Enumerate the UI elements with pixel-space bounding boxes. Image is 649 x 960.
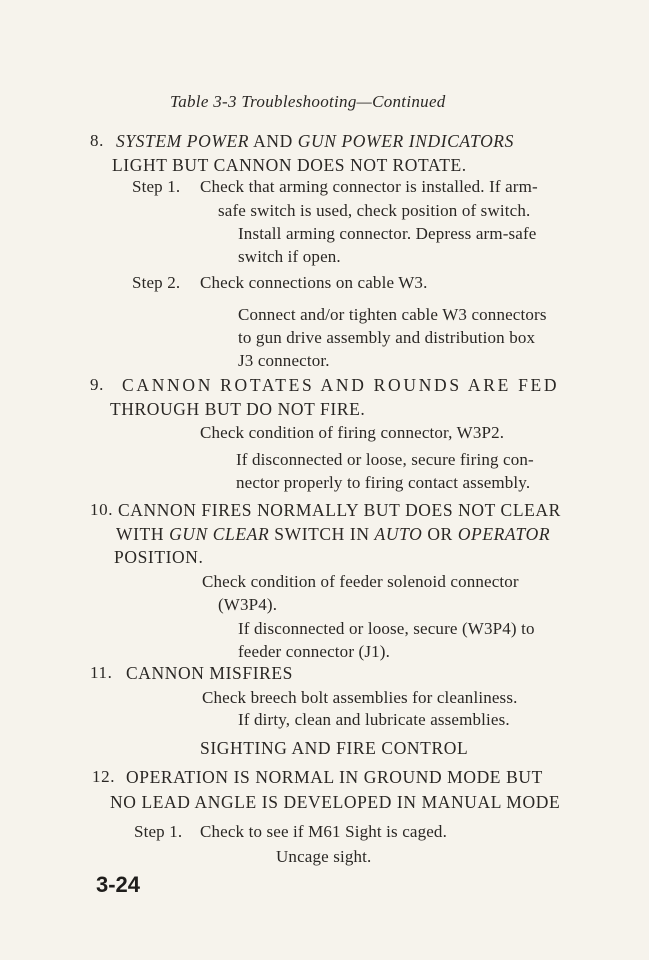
action-text: to gun drive assembly and distribution box bbox=[238, 328, 536, 347]
table-title: Table 3-3 Troubleshooting—Continued bbox=[170, 92, 446, 111]
check-text: Check condition of feeder solenoid connector bbox=[202, 572, 519, 591]
action-text: If dirty, clean and lubricate assemblies. bbox=[238, 710, 510, 729]
indicator-name: GUN POWER INDICATORS bbox=[297, 131, 514, 151]
section-title: SIGHTING AND FIRE CONTROL bbox=[200, 738, 469, 758]
item-heading-line bbox=[116, 524, 550, 544]
action-text: Install arming connector. Depress arm-safe bbox=[238, 224, 537, 243]
item-heading-line: POSITION. bbox=[114, 547, 204, 567]
action-text: Connect and/or tighten cable W3 connectors bbox=[238, 305, 547, 324]
heading-text: SWITCH IN bbox=[269, 524, 375, 544]
item-number: 11. bbox=[90, 663, 113, 682]
item-heading-line: CANNON FIRES NORMALLY BUT DOES NOT CLEAR bbox=[118, 500, 561, 520]
action-text: nector properly to firing contact assembly. bbox=[236, 473, 531, 492]
check-text: Check that arming connector is installed. If arm- bbox=[200, 177, 538, 196]
heading-text: OR bbox=[422, 524, 458, 544]
item-number: 8. bbox=[90, 131, 104, 150]
item-number: 10. bbox=[90, 500, 114, 519]
check-text: Check condition of firing connector, W3P2. bbox=[200, 423, 505, 442]
heading-text: WITH bbox=[116, 524, 170, 544]
check-text: (W3P4). bbox=[218, 595, 278, 614]
action-text: If disconnected or loose, secure (W3P4) to bbox=[238, 619, 535, 638]
switch-name: GUN CLEAR bbox=[169, 524, 270, 544]
step-label: Step 1. bbox=[132, 177, 181, 196]
item-heading-line: CANNON MISFIRES bbox=[126, 663, 294, 683]
item-heading-line: THROUGH BUT DO NOT FIRE. bbox=[110, 399, 366, 419]
heading-text: AND bbox=[249, 131, 298, 151]
step-label: Step 2. bbox=[132, 273, 181, 292]
switch-position: AUTO bbox=[374, 524, 423, 544]
check-text: Check breech bolt assemblies for cleanliness. bbox=[202, 688, 518, 707]
page-number: 3-24 bbox=[96, 872, 141, 897]
action-text: Uncage sight. bbox=[276, 847, 372, 866]
check-text: Check to see if M61 Sight is caged. bbox=[200, 822, 447, 841]
item-number: 12. bbox=[92, 767, 116, 786]
item-heading-line bbox=[116, 131, 514, 151]
switch-position: OPERATOR bbox=[457, 524, 551, 544]
action-text: feeder connector (J1). bbox=[238, 642, 390, 661]
item-heading-line: OPERATION IS NORMAL IN GROUND MODE BUT bbox=[126, 767, 543, 787]
item-heading-line: CANNON ROTATES AND ROUNDS ARE FED bbox=[122, 375, 560, 395]
item-heading-line: LIGHT BUT CANNON DOES NOT ROTATE. bbox=[112, 155, 467, 175]
action-text: switch if open. bbox=[238, 247, 341, 266]
item-number: 9. bbox=[90, 375, 104, 394]
check-text: safe switch is used, check position of switch. bbox=[218, 201, 531, 220]
step-label: Step 1. bbox=[134, 822, 183, 841]
action-text: J3 connector. bbox=[238, 351, 330, 370]
item-heading-line: NO LEAD ANGLE IS DEVELOPED IN MANUAL MODE bbox=[110, 792, 561, 812]
check-text: Check connections on cable W3. bbox=[200, 273, 428, 292]
action-text: If disconnected or loose, secure firing con- bbox=[236, 450, 534, 469]
indicator-name: SYSTEM POWER bbox=[116, 131, 250, 151]
